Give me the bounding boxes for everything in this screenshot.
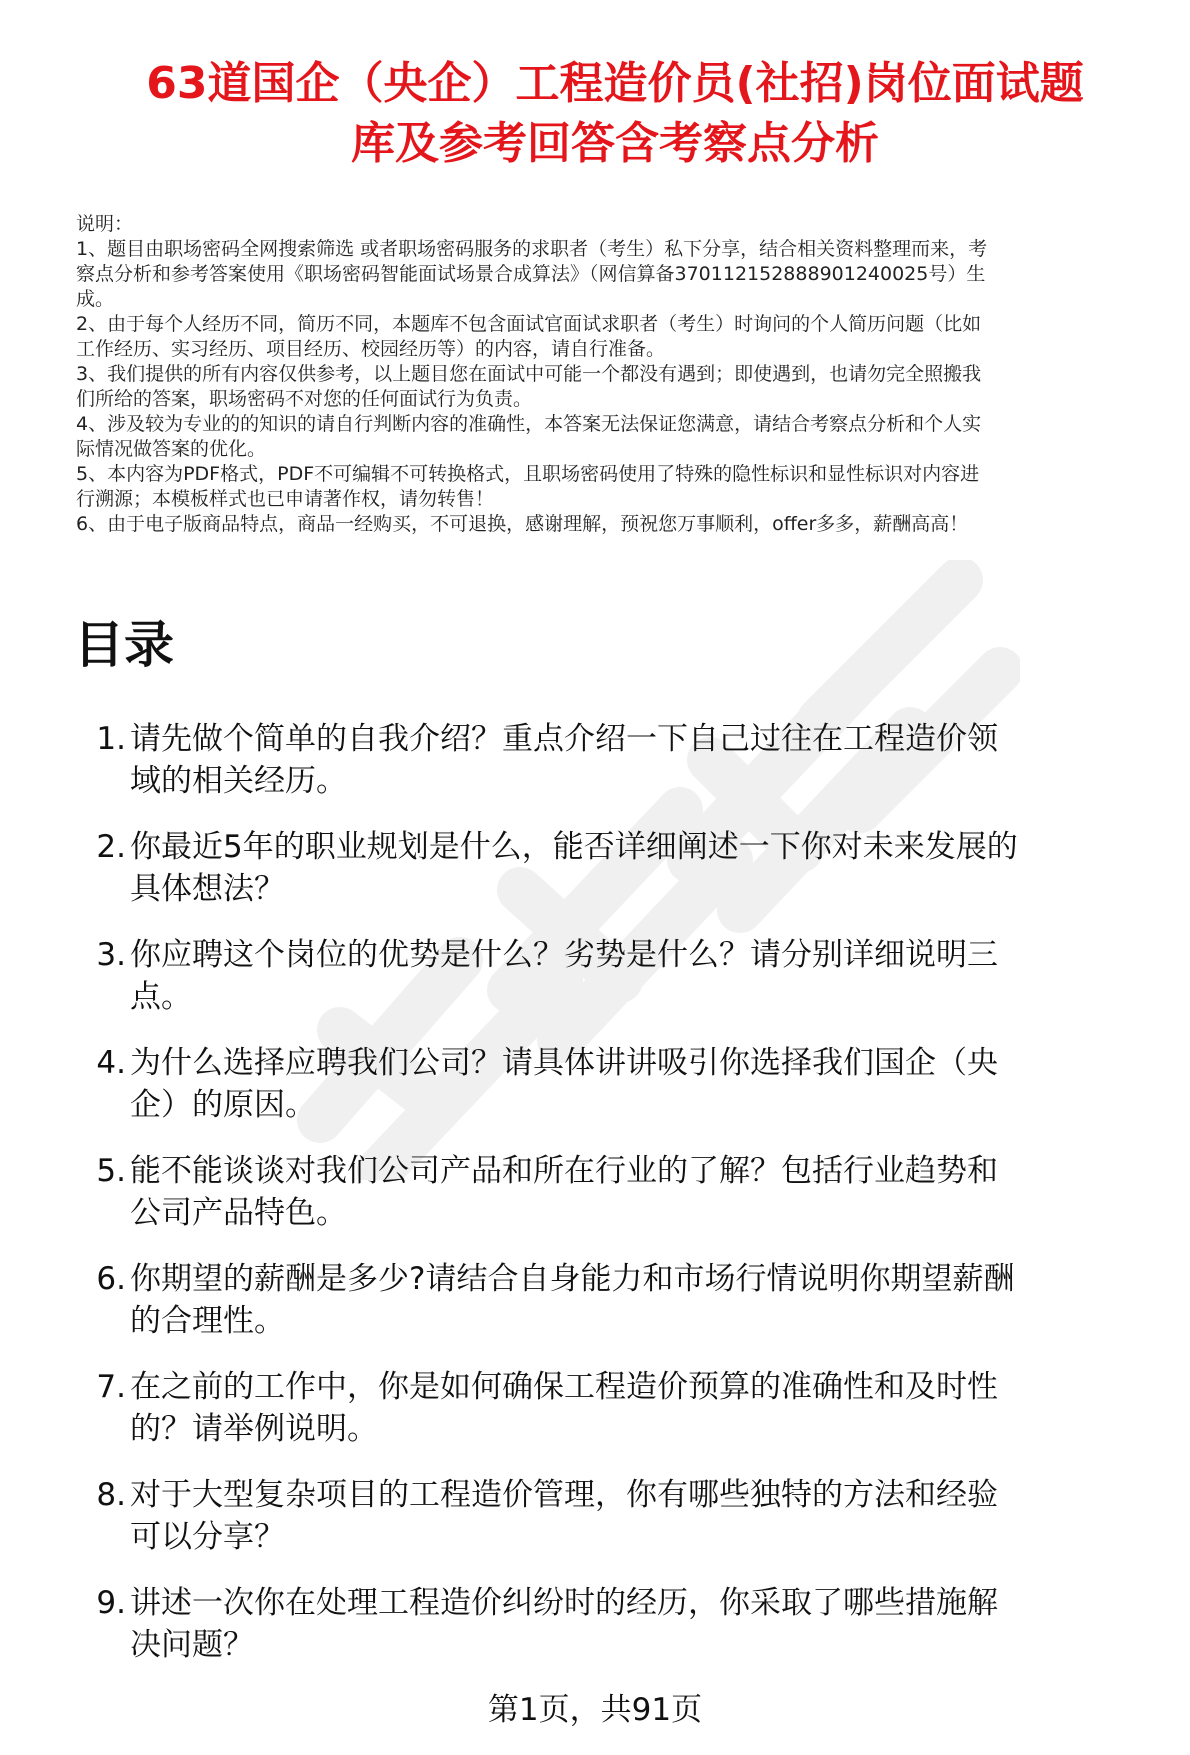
toc-item-number: 3. xyxy=(96,937,126,973)
toc-item-text xyxy=(130,934,1175,1018)
toc-item-number: 7. xyxy=(96,1369,126,1405)
toc-item-line: 你最近5年的职业规划是什么，能否详细阐述一下你对未来发展的 xyxy=(130,829,1018,865)
toc-item-line: 具体想法？ xyxy=(130,871,285,907)
toc-item[interactable] xyxy=(76,1582,1176,1690)
toc-item-number: 6. xyxy=(96,1261,126,1297)
toc-item-text xyxy=(130,1366,1175,1450)
toc-item-number: 9. xyxy=(96,1585,126,1621)
toc-item-number: 2. xyxy=(96,829,126,865)
toc-item-number: 5. xyxy=(96,1153,126,1189)
note-line: 察点分析和参考答案使用《职场密码智能面试场景合成算法》（网信算备370112152888901240025号）生 xyxy=(76,263,986,285)
note-line: 们所给的答案，职场密码不对您的任何面试行为负责。 xyxy=(76,388,533,410)
toc-item-text xyxy=(130,1474,1175,1558)
toc-item-line: 你应聘这个岗位的优势是什么？劣势是什么？请分别详细说明三 xyxy=(130,937,998,973)
toc-item-text xyxy=(130,1042,1175,1126)
toc-item-text xyxy=(130,1150,1175,1234)
toc-item-line: 讲述一次你在处理工程造价纠纷时的经历，你采取了哪些措施解 xyxy=(130,1585,998,1621)
toc-item-line: 为什么选择应聘我们公司？请具体讲讲吸引你选择我们国企（央 xyxy=(130,1045,998,1081)
toc-item[interactable] xyxy=(76,934,1176,1042)
toc-item[interactable] xyxy=(76,718,1176,826)
note-line: 工作经历、实习经历、项目经历、校园经历等）的内容，请自行准备。 xyxy=(76,338,666,360)
note-line: 6、由于电子版商品特点，商品一经购买，不可退换，感谢理解，预祝您万事顺利，offer多多，薪酬高高！ xyxy=(76,513,969,535)
toc-item-text xyxy=(130,1258,1175,1342)
toc-list xyxy=(76,718,1176,1690)
note-line: 2、由于每个人经历不同，简历不同，本题库不包含面试官面试求职者（考生）时询问的个人简历问题（比如 xyxy=(76,313,982,335)
title-line: 库及参考回答含考察点分析 xyxy=(351,118,879,169)
page-title xyxy=(60,54,1170,174)
note-line: 3、我们提供的所有内容仅供参考，以上题目您在面试中可能一个都没有遇到；即使遇到，也请勿完全照搬我 xyxy=(76,363,982,385)
toc-item-line: 能不能谈谈对我们公司产品和所在行业的了解？包括行业趋势和 xyxy=(130,1153,998,1189)
toc-item-line: 的？请举例说明。 xyxy=(130,1411,378,1447)
toc-item-text xyxy=(130,1582,1175,1666)
note-line: 5、本内容为PDF格式，PDF不可编辑不可转换格式，且职场密码使用了特殊的隐性标识和显性标识对内容进 xyxy=(76,463,980,485)
toc-item-line: 公司产品特色。 xyxy=(130,1195,347,1231)
notes-heading: 说明： xyxy=(76,213,134,235)
toc-item-line: 对于大型复杂项目的工程造价管理，你有哪些独特的方法和经验 xyxy=(130,1477,998,1513)
notes-block xyxy=(76,212,1166,537)
toc-item-line: 企）的原因。 xyxy=(130,1087,316,1123)
toc-heading: 目录 xyxy=(74,616,174,674)
note-line: 成。 xyxy=(76,288,115,310)
toc-item-line: 点。 xyxy=(130,979,192,1015)
toc-item-line: 决问题？ xyxy=(130,1627,254,1663)
title-line: 63道国企（央企）工程造价员(社招)岗位面试题 xyxy=(146,58,1084,109)
toc-item-number: 8. xyxy=(96,1477,126,1513)
toc-item-line: 在之前的工作中，你是如何确保工程造价预算的准确性和及时性 xyxy=(130,1369,998,1405)
toc-item-number: 1. xyxy=(96,721,126,757)
toc-item[interactable] xyxy=(76,1474,1176,1582)
toc-item-line: 域的相关经历。 xyxy=(130,763,347,799)
toc-item-text xyxy=(130,718,1175,802)
toc-item-number: 4. xyxy=(96,1045,126,1081)
toc-item-line: 的合理性。 xyxy=(130,1303,285,1339)
toc-item[interactable] xyxy=(76,1042,1176,1150)
note-line: 1、题目由职场密码全网搜索筛选 或者职场密码服务的求职者（考生）私下分享，结合相关资料整理而来，考 xyxy=(76,238,988,260)
toc-item[interactable] xyxy=(76,1258,1176,1366)
page-footer: 第1页，共91页 xyxy=(487,1692,703,1728)
toc-item[interactable] xyxy=(76,826,1176,934)
toc-item-line: 你期望的薪酬是多少?请结合自身能力和市场行情说明你期望薪酬 xyxy=(130,1261,1015,1297)
note-line: 4、涉及较为专业的的知识的请自行判断内容的准确性，本答案无法保证您满意，请结合考察点分析和个人实 xyxy=(76,413,982,435)
toc-item[interactable] xyxy=(76,1150,1176,1258)
toc-item-text xyxy=(130,826,1175,910)
note-line: 行溯源；本模板样式也已申请著作权，请勿转售！ xyxy=(76,488,495,510)
note-line: 际情况做答案的优化。 xyxy=(76,438,267,460)
toc-item[interactable] xyxy=(76,1366,1176,1474)
toc-item-line: 可以分享？ xyxy=(130,1519,285,1555)
toc-item-line: 请先做个简单的自我介绍？重点介绍一下自己过往在工程造价领 xyxy=(130,721,998,757)
